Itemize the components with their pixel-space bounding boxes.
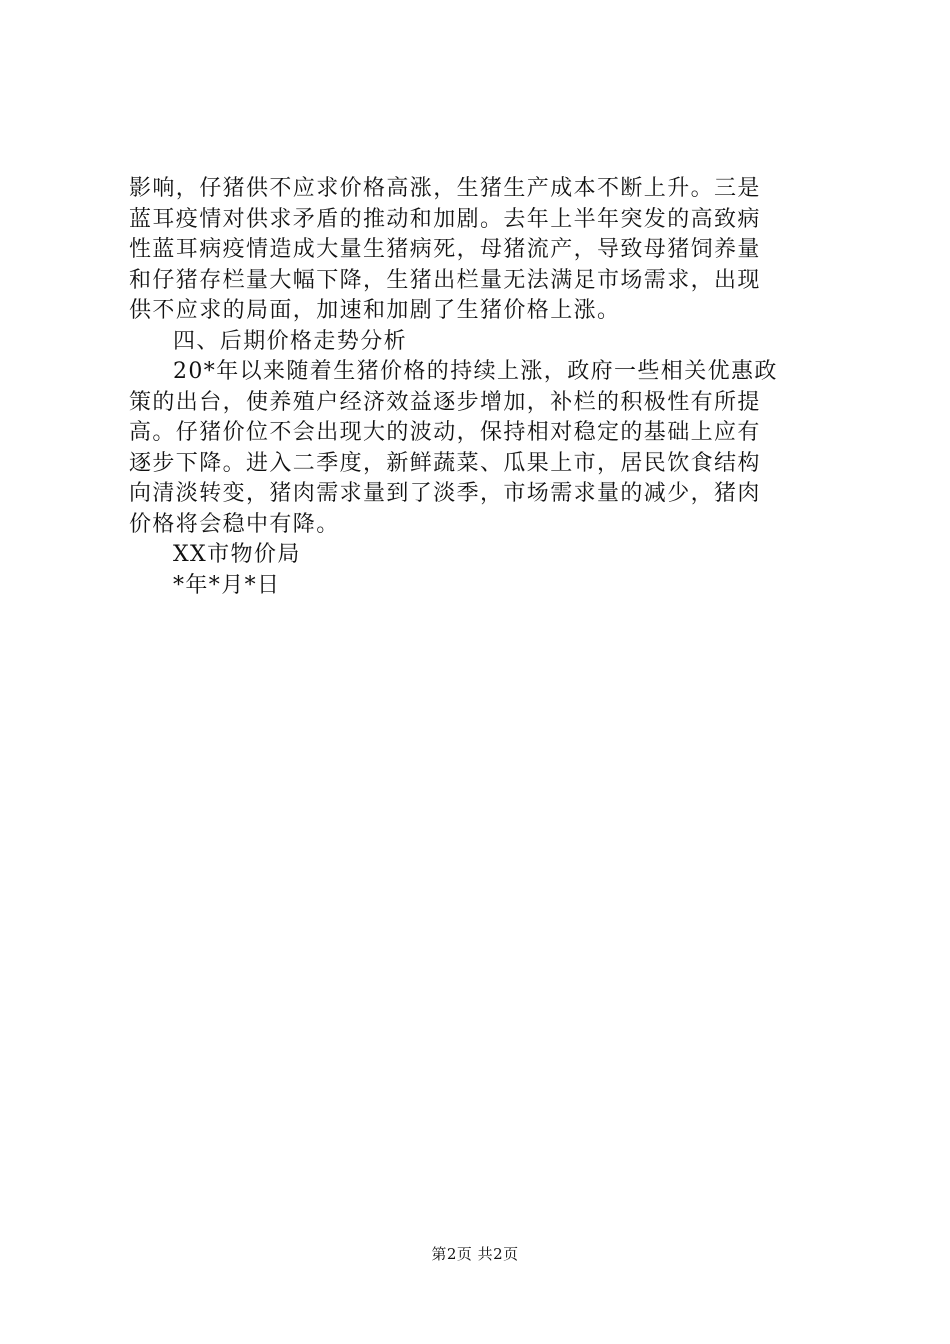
text-line: 价格将会稳中有降。 — [129, 511, 340, 537]
section-heading-trend-analysis — [129, 327, 829, 358]
text-line: 策的出台，使养殖户经济效益逐步增加，补栏的积极性有所提 — [129, 389, 761, 415]
text-line: 和仔猪存栏量大幅下降，生猪出栏量无法满足市场需求，出现 — [129, 267, 761, 293]
text-line: 蓝耳疫情对供求矛盾的推动和加剧。去年上半年突发的高致病 — [129, 206, 761, 232]
signature-date: *年*月*日 — [173, 572, 281, 598]
text-line: 高。仔猪价位不会出现大的波动，保持相对稳定的基础上应有 — [129, 420, 761, 445]
page-footer — [0, 1243, 950, 1264]
text-line: 性蓝耳病疫情造成大量生猪病死，母猪流产，导致母猪饲养量 — [129, 237, 761, 262]
text-line: 20*年以来随着生猪价格的持续上涨，政府一些相关优惠政 — [173, 359, 778, 384]
paragraph-trend-forecast — [129, 357, 829, 540]
text-line: 逐步下降。进入二季度，新鲜蔬菜、瓜果上市，居民饮食结构 — [129, 450, 761, 476]
signature-block — [129, 540, 829, 601]
text-line: 向清淡转变，猪肉需求量到了淡季，市场需求量的减少，猪肉 — [129, 481, 761, 506]
document-body — [129, 174, 829, 601]
paragraph-causes-continued — [129, 174, 829, 327]
text-line: 供不应求的局面，加速和加剧了生猪价格上涨。 — [129, 298, 621, 323]
signature-organization: XX市物价局 — [173, 542, 301, 567]
text-line: 影响，仔猪供不应求价格高涨，生猪生产成本不断上升。三是 — [129, 176, 761, 201]
page-number-label: 第2页 共2页 — [431, 1245, 519, 1263]
heading-text: 四、后期价格走势分析 — [173, 328, 408, 354]
